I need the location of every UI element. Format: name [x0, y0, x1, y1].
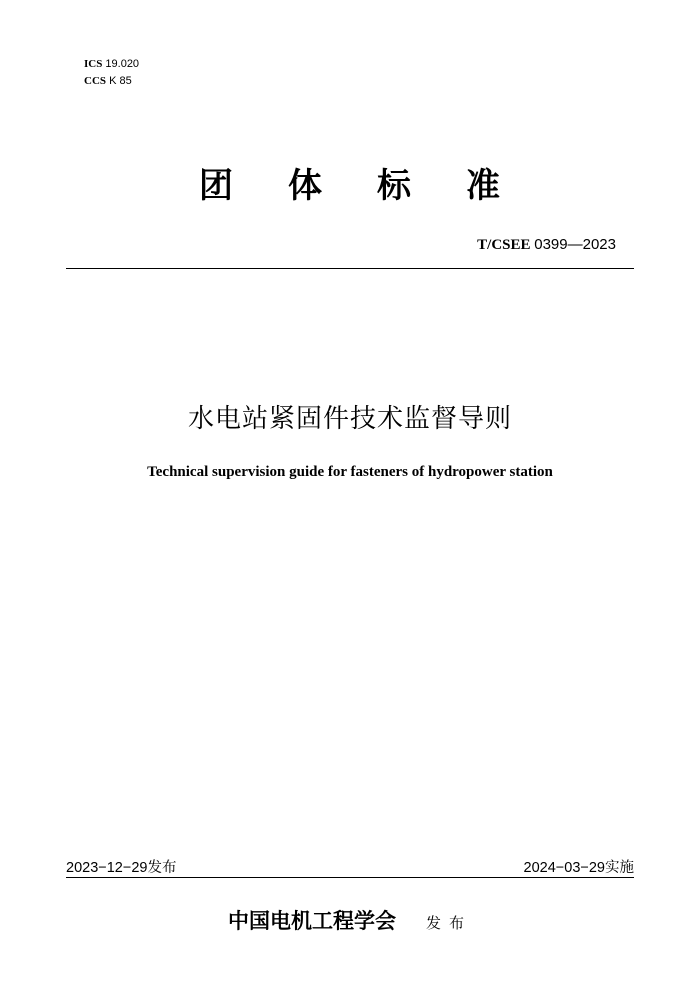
publisher-name: 中国电机工程学会: [227, 908, 396, 933]
publisher-action: 发布: [425, 914, 472, 932]
date-row: [66, 856, 634, 876]
standard-type-heading: [0, 158, 700, 207]
ics-code: 19.020: [105, 58, 140, 70]
standard-number: [477, 236, 616, 254]
ics-label: ICS: [84, 58, 103, 70]
standard-type-char: 标: [377, 166, 412, 206]
ccs-label: CCS: [84, 75, 107, 87]
top-divider: [66, 268, 634, 269]
issue-date: 2023−12−29发布: [66, 860, 177, 876]
classification-codes: [84, 56, 139, 90]
ics-line: [84, 56, 139, 73]
ccs-code: K 85: [109, 75, 132, 87]
standard-type-char: 团: [199, 166, 234, 206]
bottom-divider: [66, 877, 634, 878]
title-english: Technical supervision guide for fasteners of hydropower station: [147, 464, 553, 480]
effective-date: 2024−03−29实施: [523, 860, 634, 876]
standard-type-char: 准: [466, 166, 501, 206]
standard-number-prefix: T/CSEE: [477, 237, 531, 253]
standard-type-char: 体: [288, 166, 323, 206]
ccs-line: [84, 73, 139, 90]
publisher-line: [0, 905, 700, 935]
standard-number-code: 0399—2023: [534, 236, 616, 253]
title-chinese: 水电站紧固件技术监督导则: [187, 404, 512, 434]
